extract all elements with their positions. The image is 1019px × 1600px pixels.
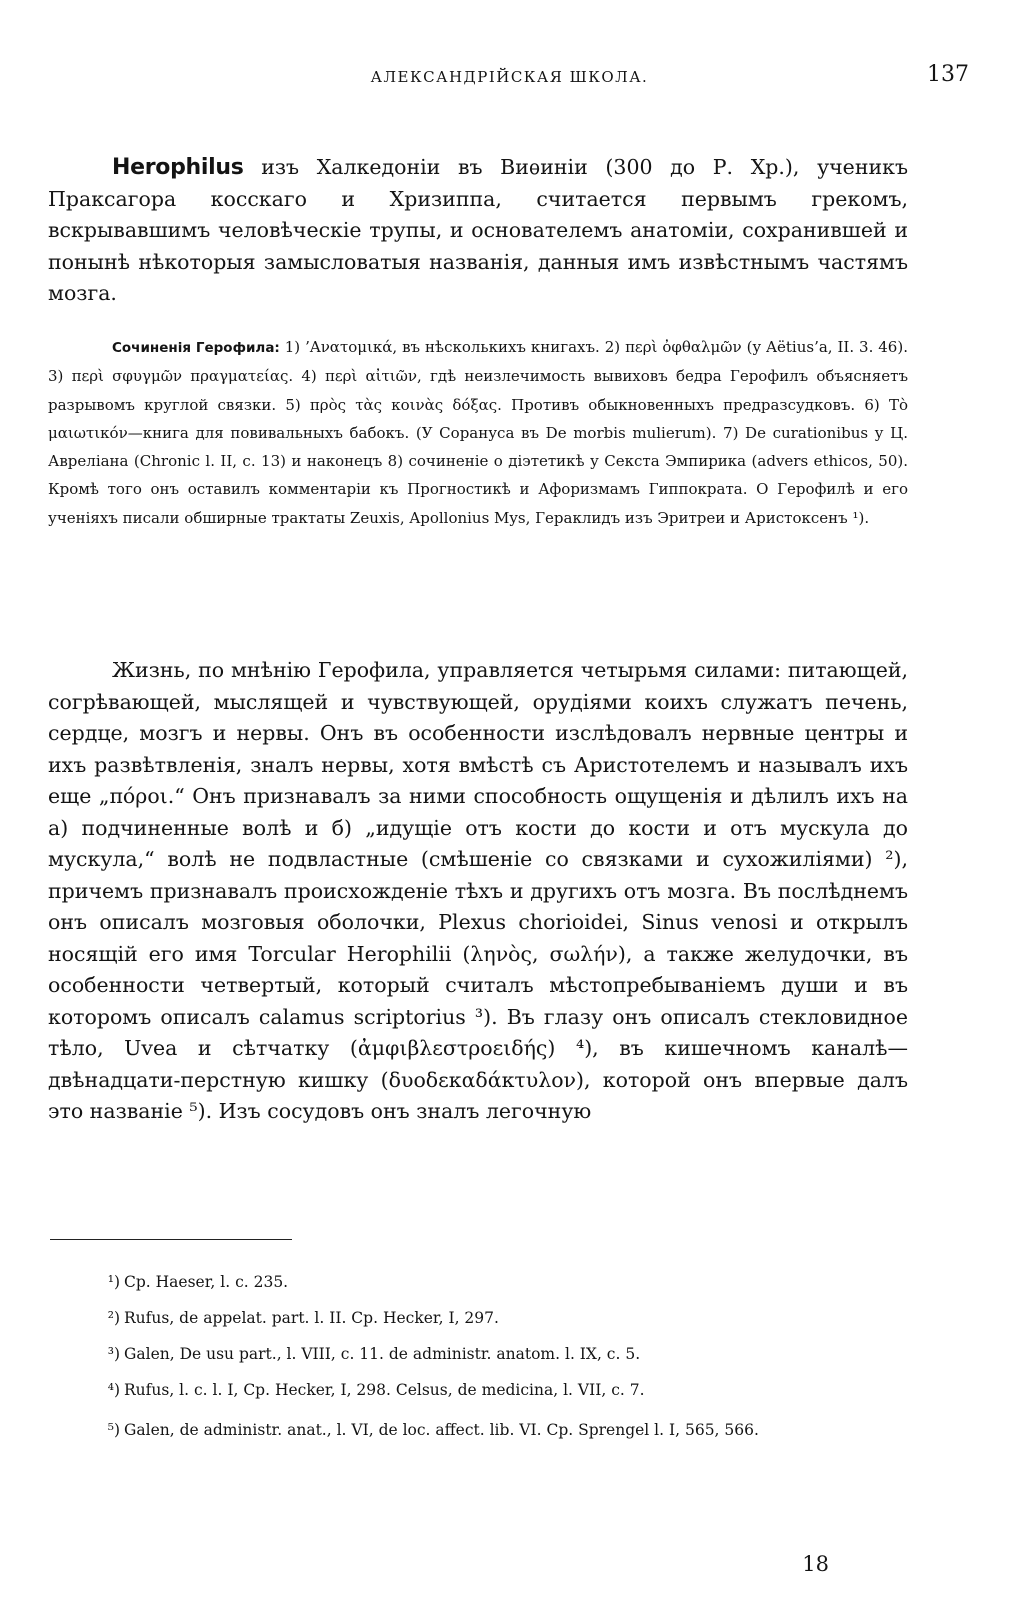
footnote-text: Galen, De usu part., l. VIII, c. 11. de administr. anatom. l. IX, c. 5. xyxy=(124,1345,641,1363)
page-header xyxy=(48,62,971,92)
herophilus-name: Herophilus xyxy=(112,155,244,180)
footnote-2 xyxy=(48,1308,908,1328)
page-number: 137 xyxy=(927,62,969,87)
footnote-text: Rufus, l. c. l. I, Cp. Hecker, I, 298. Celsus, de medicina, l. VII, c. 7. xyxy=(124,1381,645,1399)
footnote-mark: ⁴) xyxy=(107,1381,120,1399)
signature-mark: 18 xyxy=(802,1552,829,1576)
footnote-text: Rufus, de appelat. part. l. II. Cp. Hecker, I, 297. xyxy=(124,1309,499,1327)
intro-text: изъ Халкедоніи въ Виѳиніи (300 до Р. Хр.), ученикъ Праксагора косскаго и Хризиппа, считается первымъ грекомъ, вскрывавшимъ человѣческіе трупы, и основателемъ анатоміи, сохранившей и понынѣ нѣкоторыя замысловатыя названія, данныя имъ извѣстнымъ частямъ мозга. xyxy=(48,155,908,305)
intro-paragraph xyxy=(48,152,908,310)
footnote-4 xyxy=(48,1380,908,1400)
footnote-mark: ¹) xyxy=(107,1273,120,1291)
footnote-3 xyxy=(48,1344,908,1364)
footnote-text: Galen, de administr. anat., l. VI, de loc. affect. lib. VI. Cp. Sprengel l. I, 565, 566. xyxy=(124,1421,759,1439)
footnote-1 xyxy=(48,1272,908,1292)
footnote-5 xyxy=(48,1416,908,1444)
works-paragraph xyxy=(48,333,908,532)
footnote-mark: ³) xyxy=(107,1345,120,1363)
running-title: АЛЕКСАНДРІЙСКАЯ ШКОЛА. xyxy=(370,68,649,86)
works-text: 1) ’Ανατομικά, въ нѣсколькихъ книгахъ. 2) περὶ ὀφθαλμῶν (у Aëtius’a, II. 3. 46). 3) περὶ σφυγμῶν πραγματείας. 4) περὶ αἰτιῶν, гдѣ неизлечимость вывиховъ бедра Герофилъ объясняетъ разрывомъ круглой связки. 5) πρὸς τὰς κοινὰς δόξας. Противъ обыкновенныхъ предразсудковъ. 6) Τὸ μαιωτικόν—книга для повивальныхъ бабокъ. (У Сорануса въ De morbis mulierum). 7) De curationibus у Ц. Авреліана (Chronic l. II, c. 13) и наконецъ 8) сочиненіе о діэтетикѣ у Секста Эмпирика (advers ethicos, 50). Кромѣ того онъ оставилъ комментаріи къ Прогностикѣ и Афоризмамъ Гиппократа. О Герофилѣ и его ученіяхъ писали обширные трактаты Zeuxis, Apollonius Mys, Гераклидъ изъ Эритреи и Аристоксенъ ¹). xyxy=(48,338,908,527)
footnote-mark: ⁵) xyxy=(107,1421,120,1439)
footnote-mark: ²) xyxy=(107,1309,120,1327)
footnote-text: Cp. Haeser, l. c. 235. xyxy=(124,1273,289,1291)
works-label: Сочиненія Герофила: xyxy=(112,340,280,356)
footnote-rule xyxy=(50,1239,292,1240)
body-text: Жизнь, по мнѣнію Герофила, управляется четырьмя силами: питающей, согрѣвающей, мыслящей и чувствующей, орудіями коихъ служатъ печень, сердце, мозгъ и нервы. Онъ въ особенности изслѣдовалъ нервные центры и ихъ развѣтвленія, зналъ нервы, хотя вмѣстѣ съ Аристотелемъ и называлъ ихъ еще „πόροι.“ Онъ признавалъ за ними способность ощущенія и дѣлилъ ихъ на а) подчиненные волѣ и б) „идущіе отъ кости до кости и отъ мускула до мускула,“ волѣ не подвластные (смѣшеніе со связками и сухожиліями) ²), причемъ признавалъ происхожденіе тѣхъ и другихъ отъ мозга. Въ послѣднемъ онъ описалъ мозговыя оболочки, Plexus chorioidei, Sinus venosi и открылъ носящій его имя Torcular Herophilii (ληνὸς, σωλήν), а также желудочки, въ особенности четвертый, который считалъ мѣстопребываніемъ души и въ которомъ описалъ calamus scriptorius ³). Въ глазу онъ описалъ стекловидное тѣло, Uvea и сѣтчатку (ἀμφιβλεστροειδής) ⁴), въ кишечномъ каналѣ—двѣнадцати-перстную кишку (δυοδεκαδάκτυλον), которой онъ впервые далъ это названіе ⁵). Изъ сосудовъ онъ зналъ легочную xyxy=(48,658,908,1123)
body-paragraph xyxy=(48,655,908,1128)
